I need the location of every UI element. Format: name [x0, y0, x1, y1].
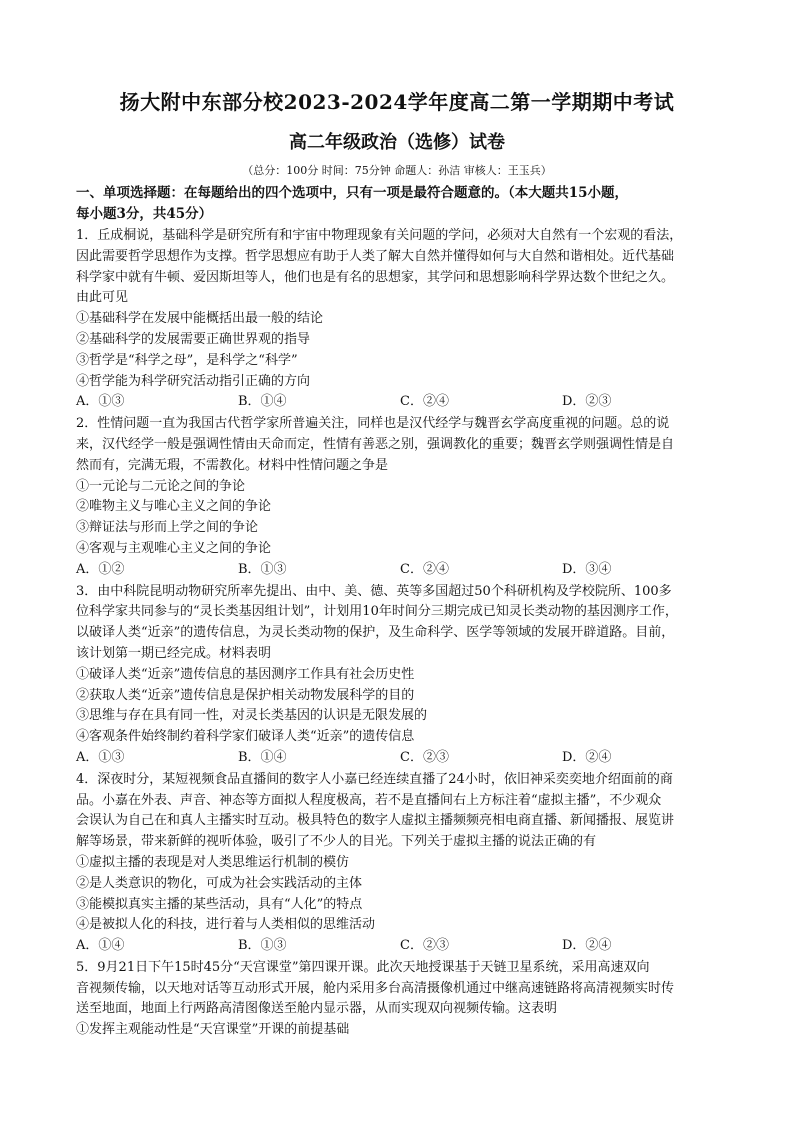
answer-choices [76, 392, 724, 413]
question-3 [76, 582, 724, 769]
choice-a[interactable]: A．①② [76, 561, 125, 577]
answer-choices [76, 936, 724, 957]
question-option: ②基础科学的发展需要正确世界观的指导 [76, 331, 311, 347]
question-option: ③思维与存在具有同一性，对灵长类基因的认识是无限发展的 [76, 708, 428, 724]
question-option: ①破译人类“近亲”遗传信息的基因测序工作具有社会历史性 [76, 666, 415, 682]
question-stem-line: 品。小嘉在外表、声音、神态等方面拟人程度极高，若不是直播间右上方标注着“虚拟主播”，不少观众 [76, 792, 662, 808]
question-option: ③辩证法与形而上学之间的争论 [76, 520, 259, 536]
choice-c[interactable]: C．②③ [400, 749, 449, 765]
question-option: ①基础科学在发展中能概括出最一般的结论 [76, 311, 324, 327]
section-heading-line: 一、单项选择题：在每题给出的四个选项中，只有一项是最符合题意的。（本大题共15小题， [76, 185, 629, 201]
question-option: ④客观条件始终制约着科学家们破译人类“近亲”的遗传信息 [76, 729, 415, 745]
exam-meta: （总分：100分 时间：75分钟 命题人：孙洁 审核人：王玉兵） [242, 164, 552, 177]
choice-b[interactable]: B．①④ [238, 749, 287, 765]
question-4 [76, 770, 724, 957]
question-stem-line: 以破译人类“近亲”的遗传信息，为灵长类动物的保护，及生命科学、医学等领域的发展开辟道路。目前， [76, 625, 675, 641]
question-option: ①发挥主观能动性是“天宫课堂”开课的前提基础 [76, 1022, 350, 1038]
question-stem-line: 由此可见 [76, 290, 129, 306]
answer-choices [76, 748, 724, 769]
question-option: ④哲学能为科学研究活动指引正确的方向 [76, 373, 311, 389]
question-option: ②是人类意识的物化，可成为社会实践活动的主体 [76, 875, 363, 891]
question-option: ③能模拟真实主播的某些活动，具有“人化”的特点 [76, 896, 363, 912]
question-option: ②获取人类“近亲”遗传信息是保护相关动物发展科学的目的 [76, 687, 415, 703]
choice-d[interactable]: D．②④ [562, 749, 612, 765]
question-2 [76, 414, 724, 580]
question-stem-line: 3．由中科院昆明动物研究所率先提出、由中、美、德、英等多国超过50个科研机构及学校院所、100多 [76, 583, 672, 599]
choice-b[interactable]: B．①④ [238, 394, 287, 410]
choice-c[interactable]: C．②④ [400, 394, 449, 410]
choice-a[interactable]: A．①④ [76, 938, 125, 954]
question-stem-line: 解等场景，带来新鲜的视听体验，吸引了不少人的目光。下列关于虚拟主播的说法正确的有 [76, 834, 597, 850]
choice-a[interactable]: A．①③ [76, 749, 125, 765]
question-stem-line: 然而有，完满无瑕，不需教化。材料中性情问题之争是 [76, 457, 389, 473]
question-stem-line: 4．深夜时分，某短视频食品直播间的数字人小嘉已经连续直播了24小时，依旧神采奕奕地介绍面前的商 [76, 771, 673, 787]
exam-title: 扬大附中东部分校2023-2024学年度高二第一学期期中考试 [119, 90, 675, 114]
question-stem-line: 该计划第一期已经完成。材料表明 [76, 645, 272, 661]
question-5 [76, 958, 724, 1041]
question-stem-line: 送至地面，地面上行两路高清图像送至舱内显示器，从而实现双向视频传输。这表明 [76, 1001, 558, 1017]
question-stem-line: 位科学家共同参与的“灵长类基因组计划”，计划用10年时间分三期完成已知灵长类动物的基因测序工作， [76, 604, 678, 620]
answer-choices [76, 560, 724, 581]
choice-d[interactable]: D．③④ [562, 561, 612, 577]
question-stem-line: 2．性情问题一直为我国古代哲学家所普遍关注，同样也是汉代经学与魏晋玄学高度重视的问题。总的说 [76, 416, 670, 432]
question-stem-line: 音视频传输，以天地对话等互动形式开展，舱内采用多台高清摄像机通过中继高速链路将高清视频实时传 [76, 980, 675, 996]
section-heading-line: 每小题3分，共45分） [76, 206, 213, 222]
question-stem-line: 因此需要哲学思想作为支撑。哲学思想应有助于人类了解大自然并懂得如何与大自然和谐相处。近代基础 [76, 248, 675, 264]
question-1 [76, 226, 724, 413]
choice-b[interactable]: B．①③ [238, 561, 287, 577]
choice-d[interactable]: D．②③ [562, 394, 612, 410]
question-option: ③哲学是“科学之母”，是科学之“科学” [76, 352, 298, 368]
question-stem-line: 来，汉代经学一般是强调性情由天命而定，性情有善恶之别，强调教化的重要；魏晋玄学则强调性情是自 [76, 436, 675, 452]
choice-b[interactable]: B．①③ [238, 938, 287, 954]
choice-a[interactable]: A．①③ [76, 394, 125, 410]
choice-c[interactable]: C．②③ [400, 938, 449, 954]
question-option: ①虚拟主播的表现是对人类思维运行机制的模仿 [76, 854, 350, 870]
question-stem-line: 5．9月21日下午15时45分“天宫课堂”第四课开课。此次天地授课基于天链卫星系统，采用高速双向 [76, 959, 650, 975]
exam-content [76, 183, 724, 1041]
question-option: ④客观与主观唯心主义之间的争论 [76, 540, 272, 556]
question-option: ④是被拟人化的科技，进行着与人类相似的思维活动 [76, 917, 376, 933]
section-heading [76, 183, 724, 225]
question-stem-line: 1．丘成桐说，基础科学是研究所有和宇宙中物理现象有关问题的学问，必须对大自然有一个宏观的看法， [76, 228, 683, 243]
question-option: ②唯物主义与唯心主义之间的争论 [76, 499, 272, 515]
choice-d[interactable]: D．②④ [562, 938, 612, 954]
question-stem-line: 科学家中就有牛顿、爱因斯坦等人，他们也是有名的思想家，其学问和思想影响科学界达数个世纪之久。 [76, 269, 675, 285]
question-option: ①一元论与二元论之间的争论 [76, 478, 246, 494]
exam-subtitle: 高二年级政治（选修）试卷 [289, 132, 505, 153]
choice-c[interactable]: C．②④ [400, 561, 449, 577]
question-stem-line: 会误认为自己在和真人主播实时互动。极具特色的数字人虚拟主播频频亮相电商直播、新闻播报、展览讲 [76, 813, 675, 829]
